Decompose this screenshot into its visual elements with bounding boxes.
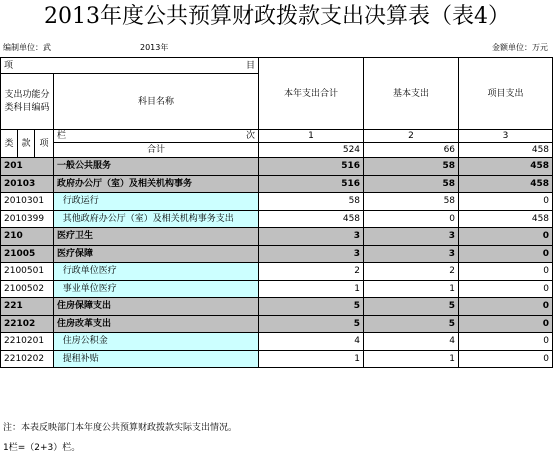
subject-name: 提租补贴 [54, 350, 259, 368]
amount-basic: 0 [364, 210, 459, 228]
xiang-header: 项 [35, 130, 54, 158]
table-row [1, 245, 553, 263]
amount-project: 458 [459, 158, 553, 176]
lan-ci-cell: 栏 次 [54, 130, 259, 143]
subject-name: 一般公共服务 [54, 158, 259, 176]
note-line-1: 注：本表反映部门本年度公共预算财政拨款实际支出情况。 [3, 423, 238, 433]
col-total-header: 本年支出合计 [259, 58, 364, 130]
subject-name: 其他政府办公厅（室）及相关机构事务支出 [54, 210, 259, 228]
amount-basic: 3 [364, 245, 459, 263]
amount-total: 516 [259, 175, 364, 193]
subject-code: 210 [1, 228, 54, 246]
subject-code: 201 [1, 158, 54, 176]
amount-basic: 5 [364, 315, 459, 333]
amount-total: 458 [259, 210, 364, 228]
amount-project: 0 [459, 245, 553, 263]
amount-basic: 2 [364, 263, 459, 281]
expenditure-table [0, 57, 553, 368]
amount-basic: 58 [364, 193, 459, 211]
table-row [1, 228, 553, 246]
amount-total: 3 [259, 245, 364, 263]
subject-name: 事业单位医疗 [54, 280, 259, 298]
amount-project: 0 [459, 280, 553, 298]
notes [3, 422, 237, 462]
lei-header: 类 [1, 130, 18, 158]
subject-code: 2010301 [1, 193, 54, 211]
subject-code: 2010399 [1, 210, 54, 228]
subject-code: 20103 [1, 175, 54, 193]
subject-name: 行政运行 [54, 193, 259, 211]
subject-code: 2210202 [1, 350, 54, 368]
amount-unit: 金额单位：万元 [492, 43, 548, 52]
subject-code: 22102 [1, 315, 54, 333]
col-total-number: 1 [259, 130, 364, 143]
amount-project: 0 [459, 333, 553, 351]
col-basic-number: 2 [364, 130, 459, 143]
subject-name: 医疗卫生 [54, 228, 259, 246]
compiling-unit: 编制单位：武 [3, 43, 51, 52]
total-label: 合计 [54, 143, 259, 158]
amount-basic: 58 [364, 158, 459, 176]
table-row [1, 175, 553, 193]
page-title: 2013年度公共预算财政拨款支出决算表（表4） [44, 4, 510, 29]
amount-total: 1 [259, 280, 364, 298]
amount-basic: 4 [364, 333, 459, 351]
report-year: 2013年 [140, 43, 169, 52]
table-row [1, 350, 553, 368]
amount-basic: 58 [364, 175, 459, 193]
item-header-cell: 项 目 [1, 58, 259, 74]
amount-total: 5 [259, 315, 364, 333]
subject-name: 政府办公厅（室）及相关机构事务 [54, 175, 259, 193]
amount-total: 1 [259, 350, 364, 368]
subject-name: 住房改革支出 [54, 315, 259, 333]
subject-code: 2100501 [1, 263, 54, 281]
col-project-number: 3 [459, 130, 553, 143]
table-row [1, 158, 553, 176]
kuan-header: 款 [18, 130, 35, 158]
amount-total: 5 [259, 298, 364, 316]
table-row [1, 280, 553, 298]
table-row [1, 263, 553, 281]
subject-code: 221 [1, 298, 54, 316]
amount-project: 0 [459, 315, 553, 333]
col-basic-header: 基本支出 [364, 58, 459, 130]
amount-basic: 1 [364, 280, 459, 298]
total-row [1, 143, 553, 158]
amount-total: 4 [259, 333, 364, 351]
subject-name: 住房公积金 [54, 333, 259, 351]
amount-total: 58 [259, 193, 364, 211]
amount-total: 2 [259, 263, 364, 281]
subject-name: 医疗保障 [54, 245, 259, 263]
amount-project: 0 [459, 263, 553, 281]
total-project: 458 [459, 143, 553, 158]
table-row [1, 315, 553, 333]
table-row [1, 298, 553, 316]
subject-code: 2100502 [1, 280, 54, 298]
amount-project: 0 [459, 228, 553, 246]
subject-name: 行政单位医疗 [54, 263, 259, 281]
amount-total: 3 [259, 228, 364, 246]
table-row [1, 333, 553, 351]
amount-basic: 3 [364, 228, 459, 246]
amount-project: 458 [459, 175, 553, 193]
amount-project: 458 [459, 210, 553, 228]
amount-project: 0 [459, 350, 553, 368]
table-row [1, 193, 553, 211]
total-amount: 524 [259, 143, 364, 158]
amount-basic: 5 [364, 298, 459, 316]
subject-name-header: 科目名称 [54, 74, 259, 130]
col-project-header: 项目支出 [459, 58, 553, 130]
amount-total: 516 [259, 158, 364, 176]
note-line-2: 1栏=（2+3）栏。 [3, 443, 81, 453]
func-class-code-header: 支出功能分类科目编码 [1, 74, 54, 130]
table-row [1, 210, 553, 228]
subject-name: 住房保障支出 [54, 298, 259, 316]
amount-basic: 1 [364, 350, 459, 368]
subject-code: 21005 [1, 245, 54, 263]
amount-project: 0 [459, 298, 553, 316]
total-basic: 66 [364, 143, 459, 158]
subject-code: 2210201 [1, 333, 54, 351]
amount-project: 0 [459, 193, 553, 211]
